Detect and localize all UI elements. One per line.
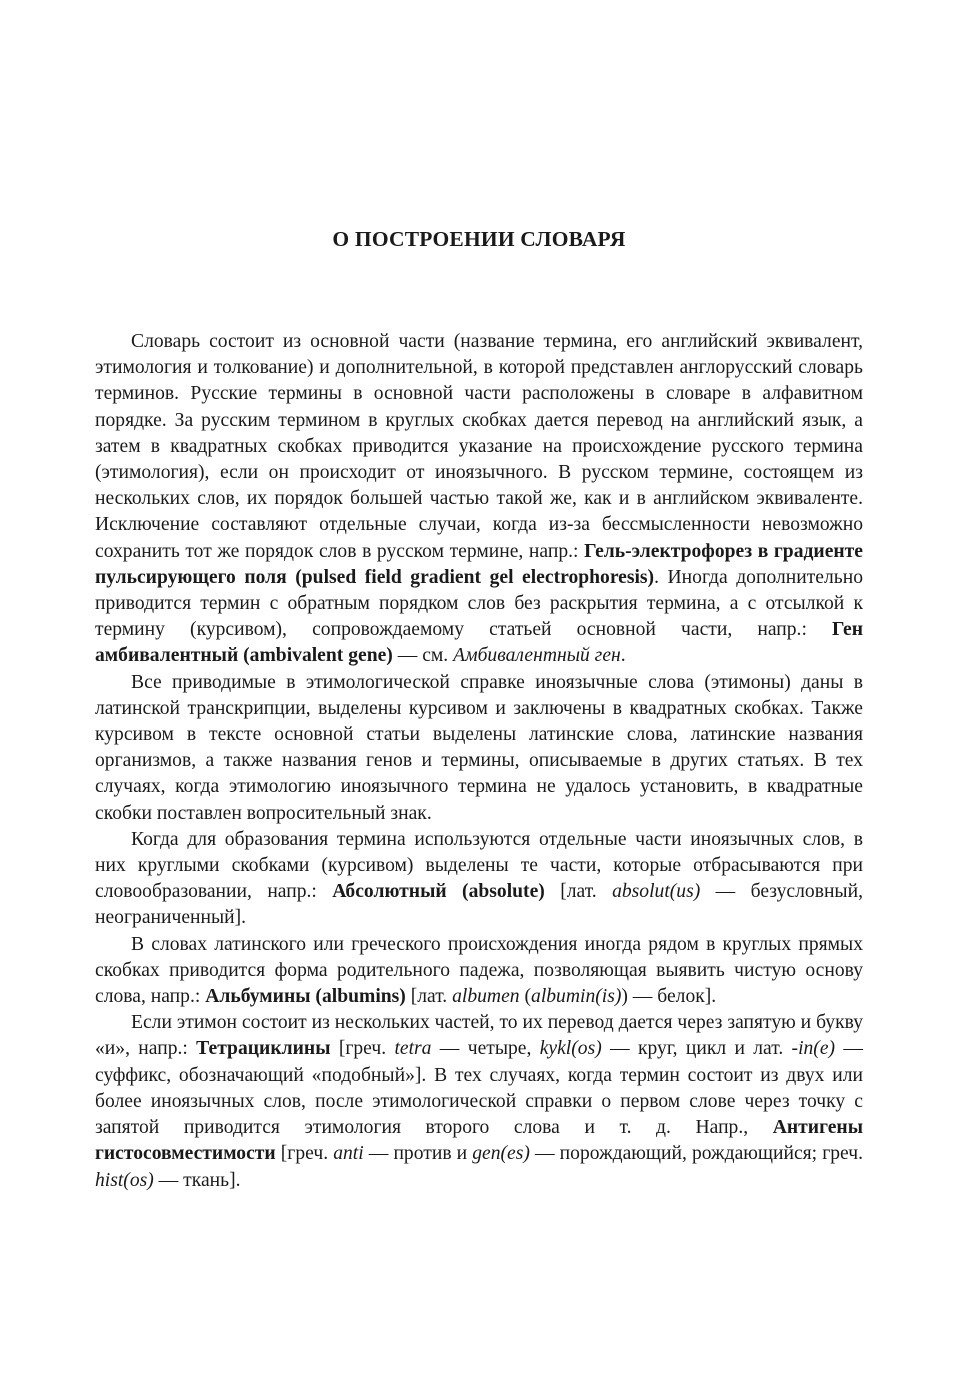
bold-term: Альбумины (albumins) (205, 986, 406, 1008)
text-run: Когда для образования термина используются отдельные части иноязычных слов, в них круглыми скобками (курсивом) выделены те части, которые отбрасываются при словообразовании, напр.: (95, 828, 863, 903)
paragraph-5 (95, 1010, 863, 1193)
body-text (95, 329, 863, 1194)
text-run: — против и (363, 1143, 473, 1165)
text-run: В словах латинского или греческого происхождения иногда рядом в круглых прямых скобках приводится форма родительного падежа, позволяющая выявить чистую основу слова, напр.: (95, 933, 863, 1008)
bold-term: Абсолютный (absolute) (332, 881, 545, 903)
text-run: [греч. (330, 1038, 395, 1060)
text-run: [греч. (275, 1143, 334, 1165)
italic-term: absolut(us) (612, 881, 701, 903)
text-run: ( (519, 986, 532, 1008)
paragraph-3 (95, 827, 863, 932)
italic-term: -in(e) (791, 1038, 836, 1060)
italic-term: anti (333, 1143, 364, 1165)
italic-term: gen(es) (472, 1143, 530, 1165)
text-run: — суффикс, обозначающий «подобный»]. В тех случаях, когда термин состоит из двух или более иноязычных слов, после этимологической справки о первом слове через точку с запятой приводится этимология второго слова и т. д. Напр., (95, 1038, 863, 1139)
text-run: Если этимон состоит из нескольких частей, то их перевод дается через запятую и букву «и», напр.: (95, 1012, 863, 1060)
page-title: О ПОСТРОЕНИИ СЛОВАРЯ (332, 227, 626, 251)
bold-term: Гель-электрофорез в градиенте пульсирующего поля (pulsed field gradient gel electrophoresis) (95, 540, 864, 588)
paragraph-2 (95, 670, 863, 827)
paragraph-1 (95, 329, 863, 670)
text-run: — см. (392, 645, 454, 667)
italic-term: Амбивалентный ген (453, 645, 621, 667)
text-run: — круг, цикл и лат. (601, 1038, 792, 1060)
document-page (95, 0, 863, 1388)
text-run: — четыре, (431, 1038, 540, 1060)
italic-term: hist(os) (95, 1169, 154, 1191)
bold-term: Ген амбивалентный (ambivalent gene) (95, 619, 863, 667)
text-run: — безусловный, неограниченный]. (95, 881, 863, 929)
text-run: . (620, 645, 626, 667)
italic-term: tetra (394, 1038, 432, 1060)
text-run: — порождающий, рождающийся; греч. (529, 1143, 863, 1165)
bold-term: Антигены гистосовместимости (95, 1117, 863, 1165)
text-run: — ткань]. (153, 1169, 241, 1191)
italic-term: albumen (452, 986, 520, 1008)
text-run: Все приводимые в этимологической справке иноязычные слова (этимоны) даны в латинской транскрипции, выделены курсивом и заключены в квадратных скобках. Также курсивом в тексте основной статьи выделены латинские слова, латинские названия организмов, а также названия генов и термины, описываемые в других статьях. В тех случаях, когда этимологию иноязычного термина не удалось установить, в квадратные скобки поставлен вопросительный знак. (95, 671, 863, 824)
text-run: [лат. (405, 986, 453, 1008)
italic-term: kykl(os) (539, 1038, 602, 1060)
text-run: [лат. (544, 881, 613, 903)
text-run: Словарь состоит из основной части (название термина, его английский эквивалент, этимология и толкование) и дополнительной, в которой представлен англорусский словарь терминов. Русские термины в основной части расположены в словаре в алфавитном порядке. За русским термином в круглых скобках дается перевод на английский язык, а затем в квадратных скобках приводится указание на происхождение русского термина (этимология), если он происходит от иноязычного. В русском термине, состоящем из нескольких слов, их порядок большей частью такой же, как и в английском эквиваленте. Исключение составляют отдельные случаи, когда из-за бессмысленности невозможно сохранить тот же порядок слов в русском термине, напр.: (95, 331, 863, 562)
italic-term: albumin(is) (531, 986, 622, 1008)
text-run: . Иногда дополнительно приводится термин с обратным порядком слов без раскрытия термина, а с отсылкой к термину (курсивом), сопровождаемому статьей основной части, напр.: (95, 566, 863, 641)
paragraph-4 (95, 932, 863, 1011)
bold-term: Тетрациклины (196, 1038, 331, 1060)
text-run: ) — белок]. (621, 986, 717, 1008)
